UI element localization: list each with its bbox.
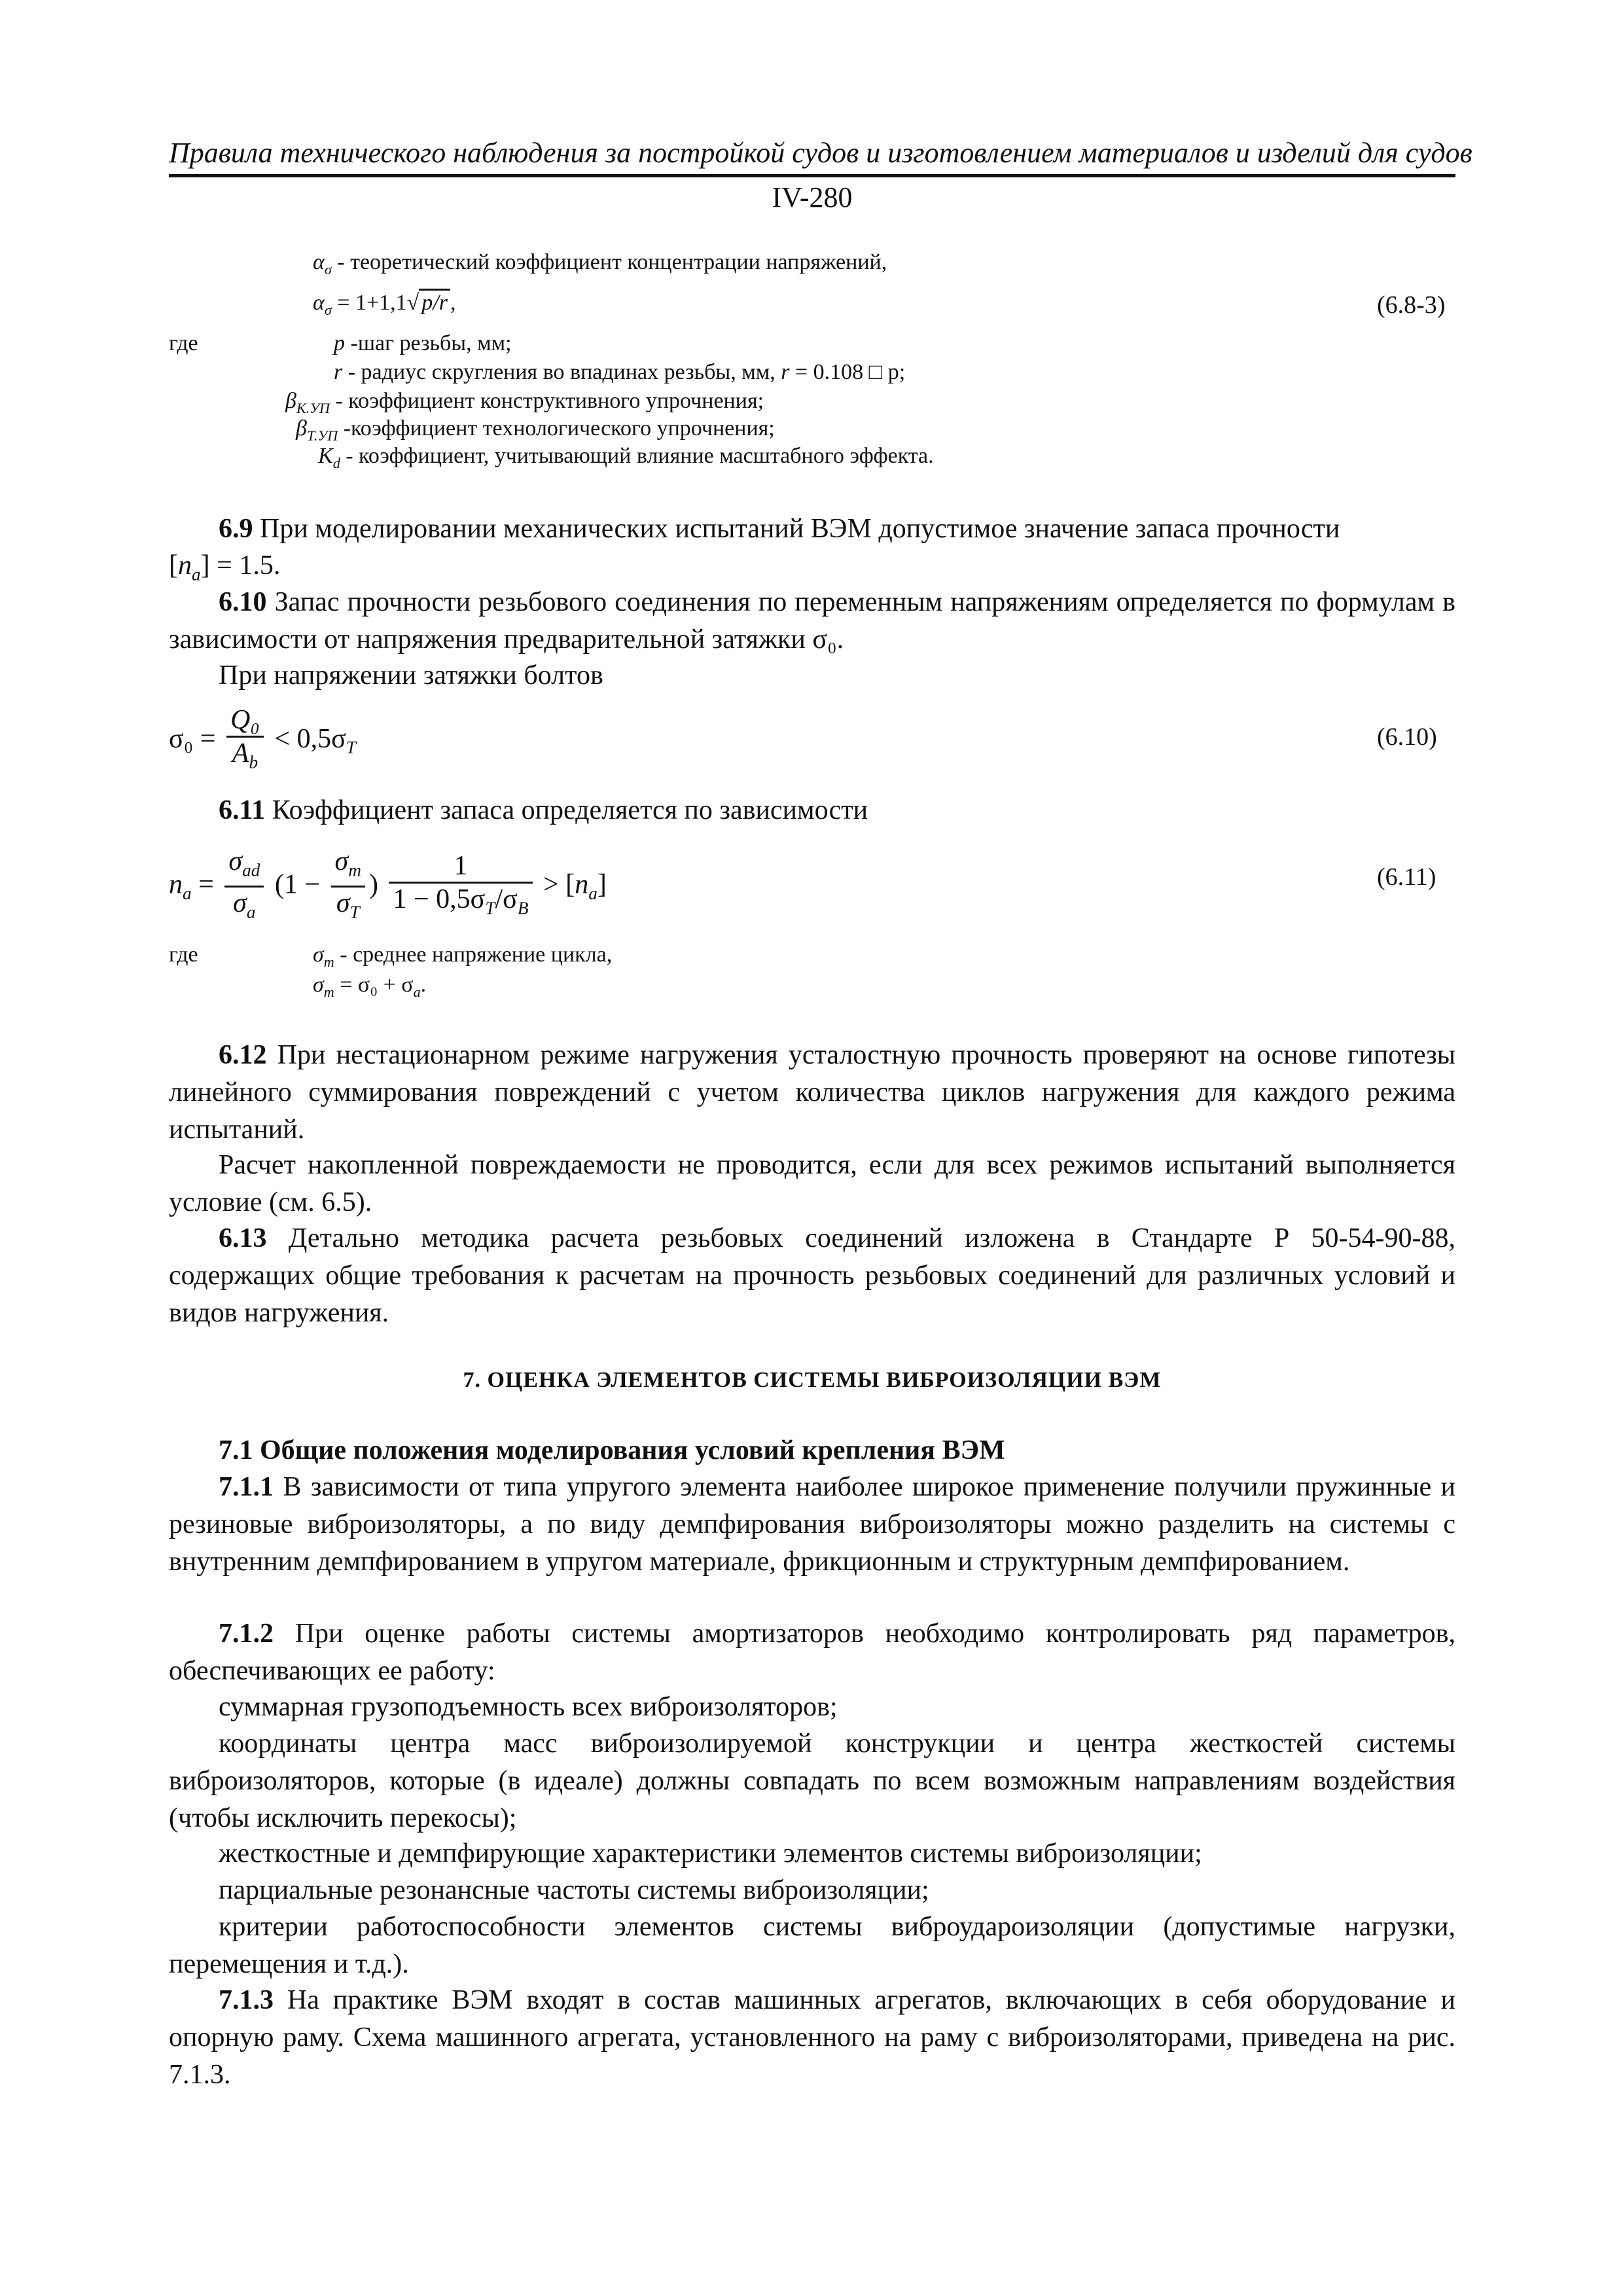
list-item: критерии работоспособности элементов системы виброударoизоляции (допустимые нагрузки, перемещения и т.д.). (169, 1912, 1455, 1979)
list-item: суммарная грузоподъемность всех виброизоляторов; (219, 1692, 838, 1722)
paragraph-6-13: 6.13 Детально методика расчета резьбовых соединений изложена в Стандарте Р 50-54-90-88, содержащих общие требования к расчетам на прочность резьбовых соединений для различных условий и видов нагружения. (169, 1223, 1455, 1328)
paragraph-6-11: 6.11 Коэффициент запаса определяется по зависимости (219, 795, 868, 825)
r-def-line: r - радиус скругления во впадинах резьбы, мм, r = 0.108 □ р; (334, 360, 906, 384)
p-def-line: p -шаг резьбы, мм; (334, 331, 512, 355)
fraction-q0-ab: $\frac{\text{Q₀}}{A_b}$ (226, 704, 264, 778)
paragraph-6-12: 6.12 При нестационарном режиме нагружения усталостную прочность проверяют на основе гипотезы линейного суммирования повреждений с учетом количества циклов нагружения для каждого режима испытаний. (169, 1040, 1455, 1145)
list-item: парциальные резонансные частоты системы виброизоляции; (219, 1875, 929, 1905)
fraction-sad-sa: $\frac{\sigma_{ad}}{\sigma_a}$ (224, 846, 264, 928)
where-label-2: где (169, 942, 198, 967)
fraction-sm-st: $\frac{\sigma_m}{\sigma_T}$ (331, 846, 365, 928)
eq-number-6-10: (6.10) (1377, 723, 1437, 751)
equation-6-11: $n_a$ = $\frac{\sigma_{ad}}{\sigma_a}$ (1 − $\frac{\sigma_m}{\sigma_T}$ ) $\frac{1}{1 - 0,5\sigma_T/\sigma_B}$ > $[n_a]$ (169, 846, 607, 928)
paragraph-6-9-cont: $[n_a] = 1.5$. (169, 550, 281, 584)
eq-number-6-11: (6.11) (1377, 863, 1436, 891)
subsection-7-1-title: 7.1 Общие положения моделирования условий крепления ВЭМ (219, 1435, 1005, 1465)
eq-number-6-8-3: (6.8-3) (1377, 291, 1446, 319)
alpha-def-line: $\alpha_\sigma$ - теоретический коэффициент концентрации напряжений, (313, 250, 887, 278)
paragraph-6-10: 6.10 Запас прочности резьбового соединения по переменным напряжениям определяется по формулам в зависимости от напряжения предварительной затяжки σ₀. (169, 587, 1455, 655)
where-label: где (169, 331, 198, 355)
page-number: IV-280 (772, 181, 853, 213)
list-item: координаты центра масс виброизолируемой конструкции и центра жесткостей системы виброизоляторов, которые (в идеале) должны совпадать по всем возможным направлениям воздействия (чтобы исключить перекосы); (169, 1729, 1455, 1833)
paragraph-6-12-cont: Расчет накопленной повреждаемости не проводится, если для всех режимов испытаний выполняется условие (см. 6.5). (169, 1150, 1455, 1217)
alpha-formula-line: $\alpha_\sigma = 1+1,1√$ p/r , (313, 291, 455, 319)
paragraph-7-1-1: 7.1.1 В зависимости от типа упругого элемента наиболее широкое применение получили пружинные и резиновые виброизоляторы, а по виду демпфирования виброизоляторы можно разделить на системы с внутренним демпфированием в упругом материале, фрикционным и структурным демпфированием. (169, 1472, 1455, 1577)
section-7-title: 7. ОЦЕНКА ЭЛЕМЕНТОВ СИСТЕМЫ ВИБРОИЗОЛЯЦИИ ВЭМ (463, 1368, 1162, 1392)
paragraph-7-1-2: 7.1.2 При оценке работы системы амортизаторов необходимо контролировать ряд параметров, обеспечивающих ее работу: (169, 1619, 1455, 1686)
alpha-desc: теоретический коэффициент концентрации напряжений, (350, 250, 887, 274)
equation-6-10: σ₀ = $\frac{\text{Q₀}}{A_b}$ < $0,5\sigma_T$ (169, 704, 356, 778)
kd-def-line: $K_d$ - коэффициент, учитывающий влияние масштабного эффекта. (318, 444, 934, 471)
sm-def-line: $\sigma_m$ - среднее напряжение цикла, (313, 942, 613, 970)
paragraph-6-10-sub: При напряжении затяжки болтов (219, 660, 603, 691)
beta-t-def-line: $\beta_{Т.УП}$ -коэффициент технологического упрочнения; (296, 416, 775, 444)
running-header: Правила технического наблюдения за постройкой судов и изготовлением материалов и изделий для судов (169, 135, 1455, 177)
beta-k-def-line: $\beta_{К.УП}$ - коэффициент конструктивного упрочнения; (285, 389, 764, 416)
fraction-one-over: $\frac{1}{1 - 0,5\sigma_T/\sigma_B}$ (389, 850, 532, 924)
paragraph-6-9: 6.9 При моделировании механических испытаний ВЭМ допустимое значение запаса прочности (219, 514, 1340, 544)
sm-formula-line: $\sigma_m = \sigma_0 + \sigma_a$. (313, 973, 427, 1000)
list-item: жесткостные и демпфирующие характеристики элементов системы виброизоляции; (219, 1839, 1202, 1869)
paragraph-7-1-3: 7.1.3 На практике ВЭМ входят в состав машинных агрегатов, включающих в себя оборудование и опорную раму. Схема машинного агрегата, установленного на раму с виброизоляторами, приведена на рис. 7.1.3. (169, 1985, 1455, 2090)
